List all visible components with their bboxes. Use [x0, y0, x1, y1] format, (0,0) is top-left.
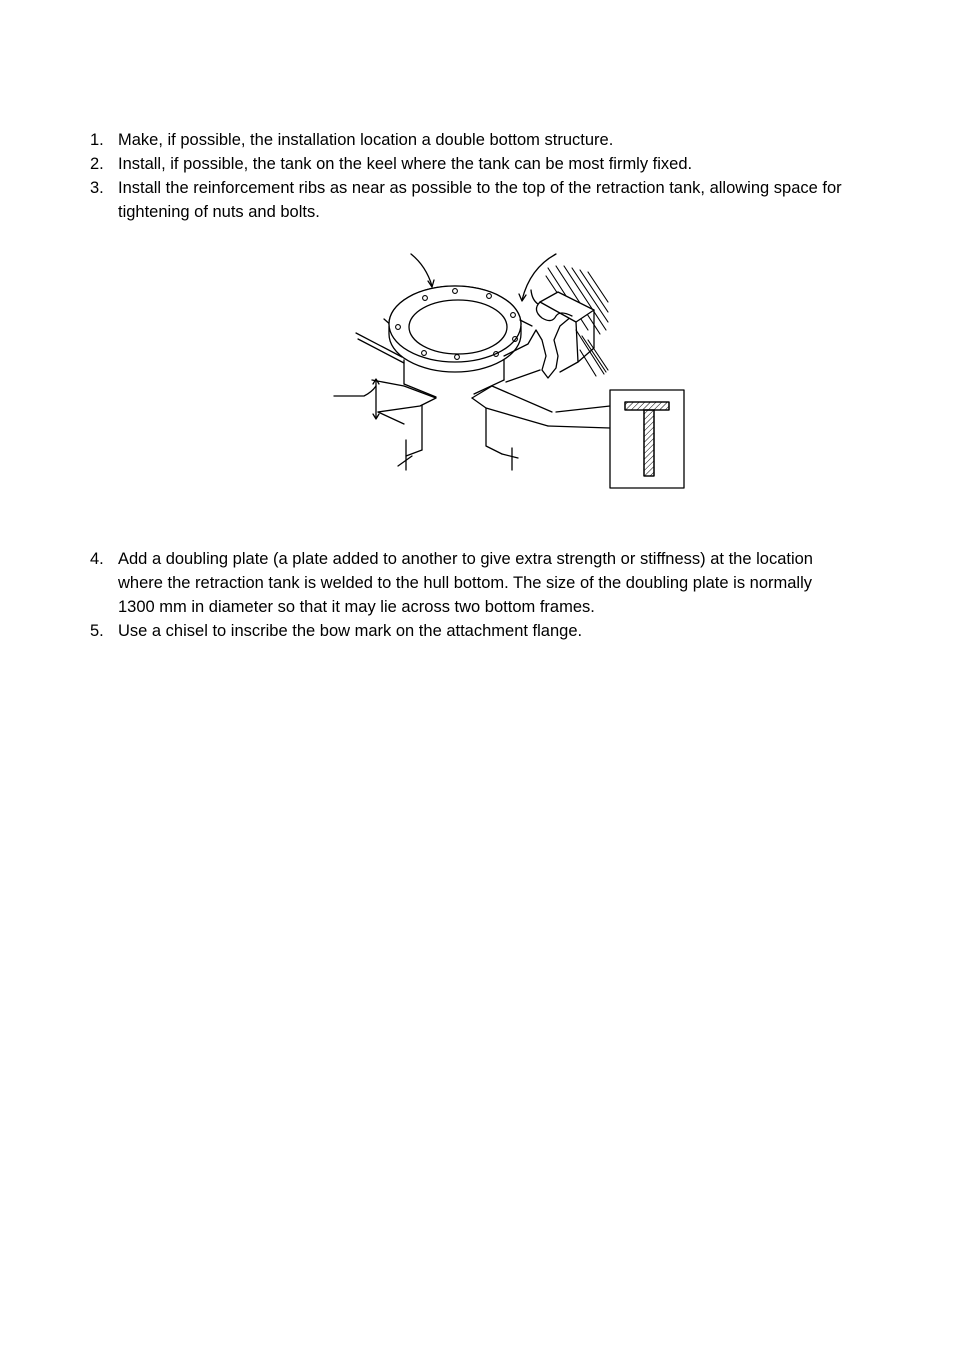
- instruction-list-top: [90, 128, 850, 224]
- list-item-number: 3.: [90, 179, 104, 197]
- list-item-number: 1.: [90, 131, 104, 149]
- list-item: [90, 176, 850, 224]
- list-item-text: Install the reinforcement ribs as near as possible to the top of the retraction tank, allowing space for tightening of nuts and bolts.: [118, 179, 842, 221]
- instruction-list-bottom: [90, 547, 850, 643]
- t-section-inset: [610, 390, 684, 488]
- attachment-flange: [389, 286, 521, 372]
- list-item: [90, 128, 850, 152]
- list-item-text: Install, if possible, the tank on the keel where the tank can be most firmly fixed.: [118, 155, 693, 173]
- callout-lines: [548, 406, 610, 428]
- list-item: [90, 152, 850, 176]
- list-item-text: Make, if possible, the installation location a double bottom structure.: [118, 131, 614, 149]
- left-reinforcement-rib: [334, 379, 436, 470]
- list-item-number: 4.: [90, 550, 104, 568]
- list-item-text: Add a doubling plate (a plate added to another to give extra strength or stiffness) at the location where the retraction tank is welded to the hull bottom. The size of the doubling plate is normally 1300 mm in diameter so that it may lie across two bottom frames.: [118, 550, 813, 616]
- list-item-number: 2.: [90, 155, 104, 173]
- installation-diagram: [330, 248, 692, 494]
- list-item: [90, 619, 850, 643]
- flange-pointer-arrow: [411, 254, 434, 287]
- right-reinforcement-rib: [472, 386, 552, 470]
- list-item-number: 5.: [90, 622, 104, 640]
- list-item-text: Use a chisel to inscribe the bow mark on the attachment flange.: [118, 622, 583, 640]
- list-item: [90, 547, 850, 619]
